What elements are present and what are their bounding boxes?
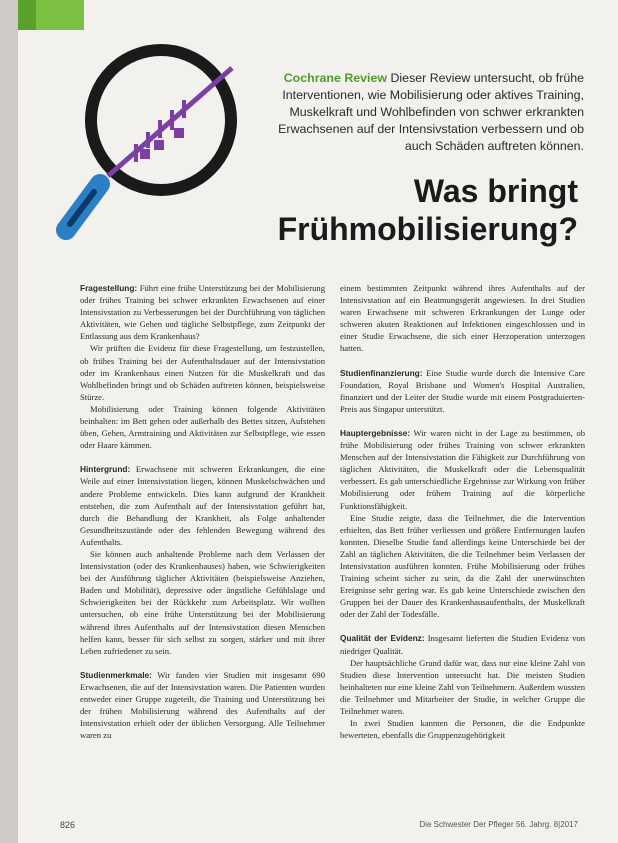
left-text-column (80, 282, 325, 741)
page-number: 826 (60, 820, 76, 830)
paragraph-text: Eine Studie zeigte, dass die Teilnehmer, die die Intervention erhielten, das Bett früher verliessen und größere Entfernungen laufen konnten. Dieselbe Studie fand allerdings keine Unterschiede bei der Zahl an täglichen Aktivitäten, die die Teilnehmer beim Verlassen der Intensivstation ausführen konnten. Frühe Mobilisierung oder frühes Training scheint sicher zu sein, da die Zahl der unerwünschten Ereignisse sehr gering war. Es gab keine Unterschiede zwischen den Gruppen bei der Dauer des Krankenhausaufenthalts, der Muskelkraft oder der Zahl der Todesfälle. (340, 512, 585, 620)
paragraph-text: Wir fanden vier Studien mit insgesamt 690 Erwachsenen, die auf der Intensivstation waren. Die Patienten wurden entweder einer Gruppe zugeteilt, die Training und Unterstützung bei der frühen Mobilisierung während des Aufenthalts auf der Intensivstation erhielt oder der üblichen Versorgung. Alle Teilnehmer waren zu (80, 669, 325, 741)
paragraph (80, 463, 325, 548)
paragraph (80, 548, 325, 657)
paragraph-heading: Fragestellung: (80, 283, 138, 293)
paragraph (340, 367, 585, 415)
paragraph (340, 512, 585, 621)
paragraph-text: Wir prüften die Evidenz für diese Fragestellung, um festzustellen, ob frühes Training bei der Aufenthaltsdauer auf der Intensivstation oder im Krankenhaus einen Nutzen für die Muskelkraft und das Wohlbefinden bringt und ob Schäden auftreten können, beispielsweise Stürze. (80, 343, 325, 402)
paragraph (80, 403, 325, 451)
article-title (218, 172, 578, 248)
paragraph (340, 657, 585, 717)
paragraph-heading: Qualität der Evidenz: (340, 633, 425, 644)
paragraph-text: Erwachsene mit schweren Erkrankungen, die eine Weile auf einer Intensivstation liegen, können Muskelschwächen und andere Probleme entwickeln. Dies kann aufgrund der Krankheit entstehen, die zum Aufenthalt auf der Intensivstation geführt hat, durch die Behandlung der Krankheit, als Folge anhaltender Gesundheitszustände oder des fehlenden Bewegung während des Aufenthalts. (80, 464, 325, 547)
intro-text: Dieser Review untersucht, ob frühe Interventionen, wie Mobilisierung oder aktives Training, Muskelkraft und Wohlbefinden von schwer erkrankten Erwachsenen auf der Intensivstation verbessern und ob auch Schäden auftreten können. (278, 71, 584, 153)
green-color-tab (18, 0, 36, 30)
cochrane-review-tag: Cochrane Review (283, 71, 388, 85)
paragraph-text: Der hauptsächliche Grund dafür war, dass nur eine kleine Zahl von Studien diese Intervention untersucht hat. Die meisten Studien beinhalteten nur eine kleine Zahl von Teilnehmern. Außerdem wussten die Teilnehmer und Mitarbeiter der Studie, in welcher Gruppe die Teilnehmer waren. (340, 657, 585, 716)
green-color-tab-light (36, 0, 84, 30)
paragraph (80, 282, 325, 342)
paragraph-text: Mobilisierung oder Training können folgende Aktivitäten beinhalten: im Bett gehen oder außerhalb des Bettes sitzen, Aufstehen üben, Gehen, Armtraining und Aktivitäten zur Selbstpflege, wie essen oder Haare kämmen. (80, 403, 325, 451)
paragraph-heading: Studienfinanzierung: (340, 367, 423, 378)
paragraph-text: Führt eine frühe Unterstützung bei der Mobilisierung oder frühes Training bei schwer erkrankten Erwachsenen auf einer Intensivstation zu Verbesserungen bei der Durchführung von täglichen Aktivitäten, wie Gehen und tägliche Selbstpflege, zum Zeitpunkt der Entlassung aus dem Krankenhaus? (80, 283, 325, 342)
paragraph-gap (340, 415, 585, 427)
paragraph-heading: Hintergrund: (80, 464, 131, 475)
title-line-1: Was bringt (413, 173, 578, 209)
paragraph-gap (80, 451, 325, 463)
intro-teaser (266, 70, 584, 155)
paragraph (340, 632, 585, 656)
paragraph-heading: Studienmerkmale: (80, 669, 152, 680)
paragraph-gap (340, 620, 585, 632)
paragraph-gap (80, 657, 325, 669)
paragraph-text: Wir waren nicht in der Lage zu bestimmen, ob frühe Mobilisierung oder frühes Training von schwer erkrankten Menschen auf der Intensivstation die Fähigkeit zur Durchführung von täglichen Aktivitäten, die Muskelkraft oder die Lebensqualität verbessert. Es gab unterschiedliche Ergebnisse zur Wirkung von früher Mobilisierung oder frühem Training auf die körperliche Funktionsfähigkeit. (340, 427, 585, 511)
paragraph (340, 717, 585, 741)
paragraph-text: In zwei Studien kannten die Personen, die die Endpunkte bewerteten, ebenfalls die Gruppenzugehörigkeit (340, 718, 585, 741)
title-line-2: Frühmobilisierung? (277, 211, 578, 247)
paragraph (340, 282, 585, 355)
paragraph-text: einem bestimmten Zeitpunkt während ihres Aufenthalts auf der Intensivstation auf ein Beatmungsgerät angewiesen. In drei Studien waren Erwachsene mit schweren Erkrankungen der Lunge oder schweren akuten Reaktionen auf Infektionen eingeschlossen und in einer Studie Erwachsene, die sich einer Herzoperation unterzogen hatten. (340, 283, 585, 354)
right-text-column (340, 282, 585, 741)
page-footer: Die Schwester Der Pfleger 56. Jahrg. 8|2017 (419, 820, 578, 829)
paragraph (340, 427, 585, 512)
paragraph (80, 342, 325, 402)
paragraph (80, 669, 325, 742)
paragraph-text: Eine Studie wurde durch die Intensive Care Foundation, Royal Brisbane und Women's Hospital Australien, finanziert und der Leiter der Studie wurde mit einem Postgraduierten-Preis aus Singapur unterstützt. (340, 367, 585, 414)
paragraph-text: Sie können auch anhaltende Probleme nach dem Verlassen der Intensivstation (oder des Krankenhauses) haben, wie Schwierigkeiten bei der Ausführung täglicher Aktivitäten (beispielsweise Anziehen, Baden und Mobilität), depressive oder ängstliche Gefühlslage und Schwierigkeiten bei der Rückkehr zum Arbeitsplatz. Wir wollten untersuchen, ob eine frühe Unterstützung bei der Mobilisierung während ihres Aufenthalts auf der Intensivstation diesen Menschen helfen kann, besser für sich selbst zu sorgen, stärker und mit ihrer Leben zufriedener zu sein. (80, 548, 325, 656)
paragraph-gap (340, 355, 585, 367)
paragraph-text: Insgesamt lieferten die Studien Evidenz von niedriger Qualität. (340, 633, 585, 656)
paragraph-heading: Hauptergebnisse: (340, 427, 411, 438)
